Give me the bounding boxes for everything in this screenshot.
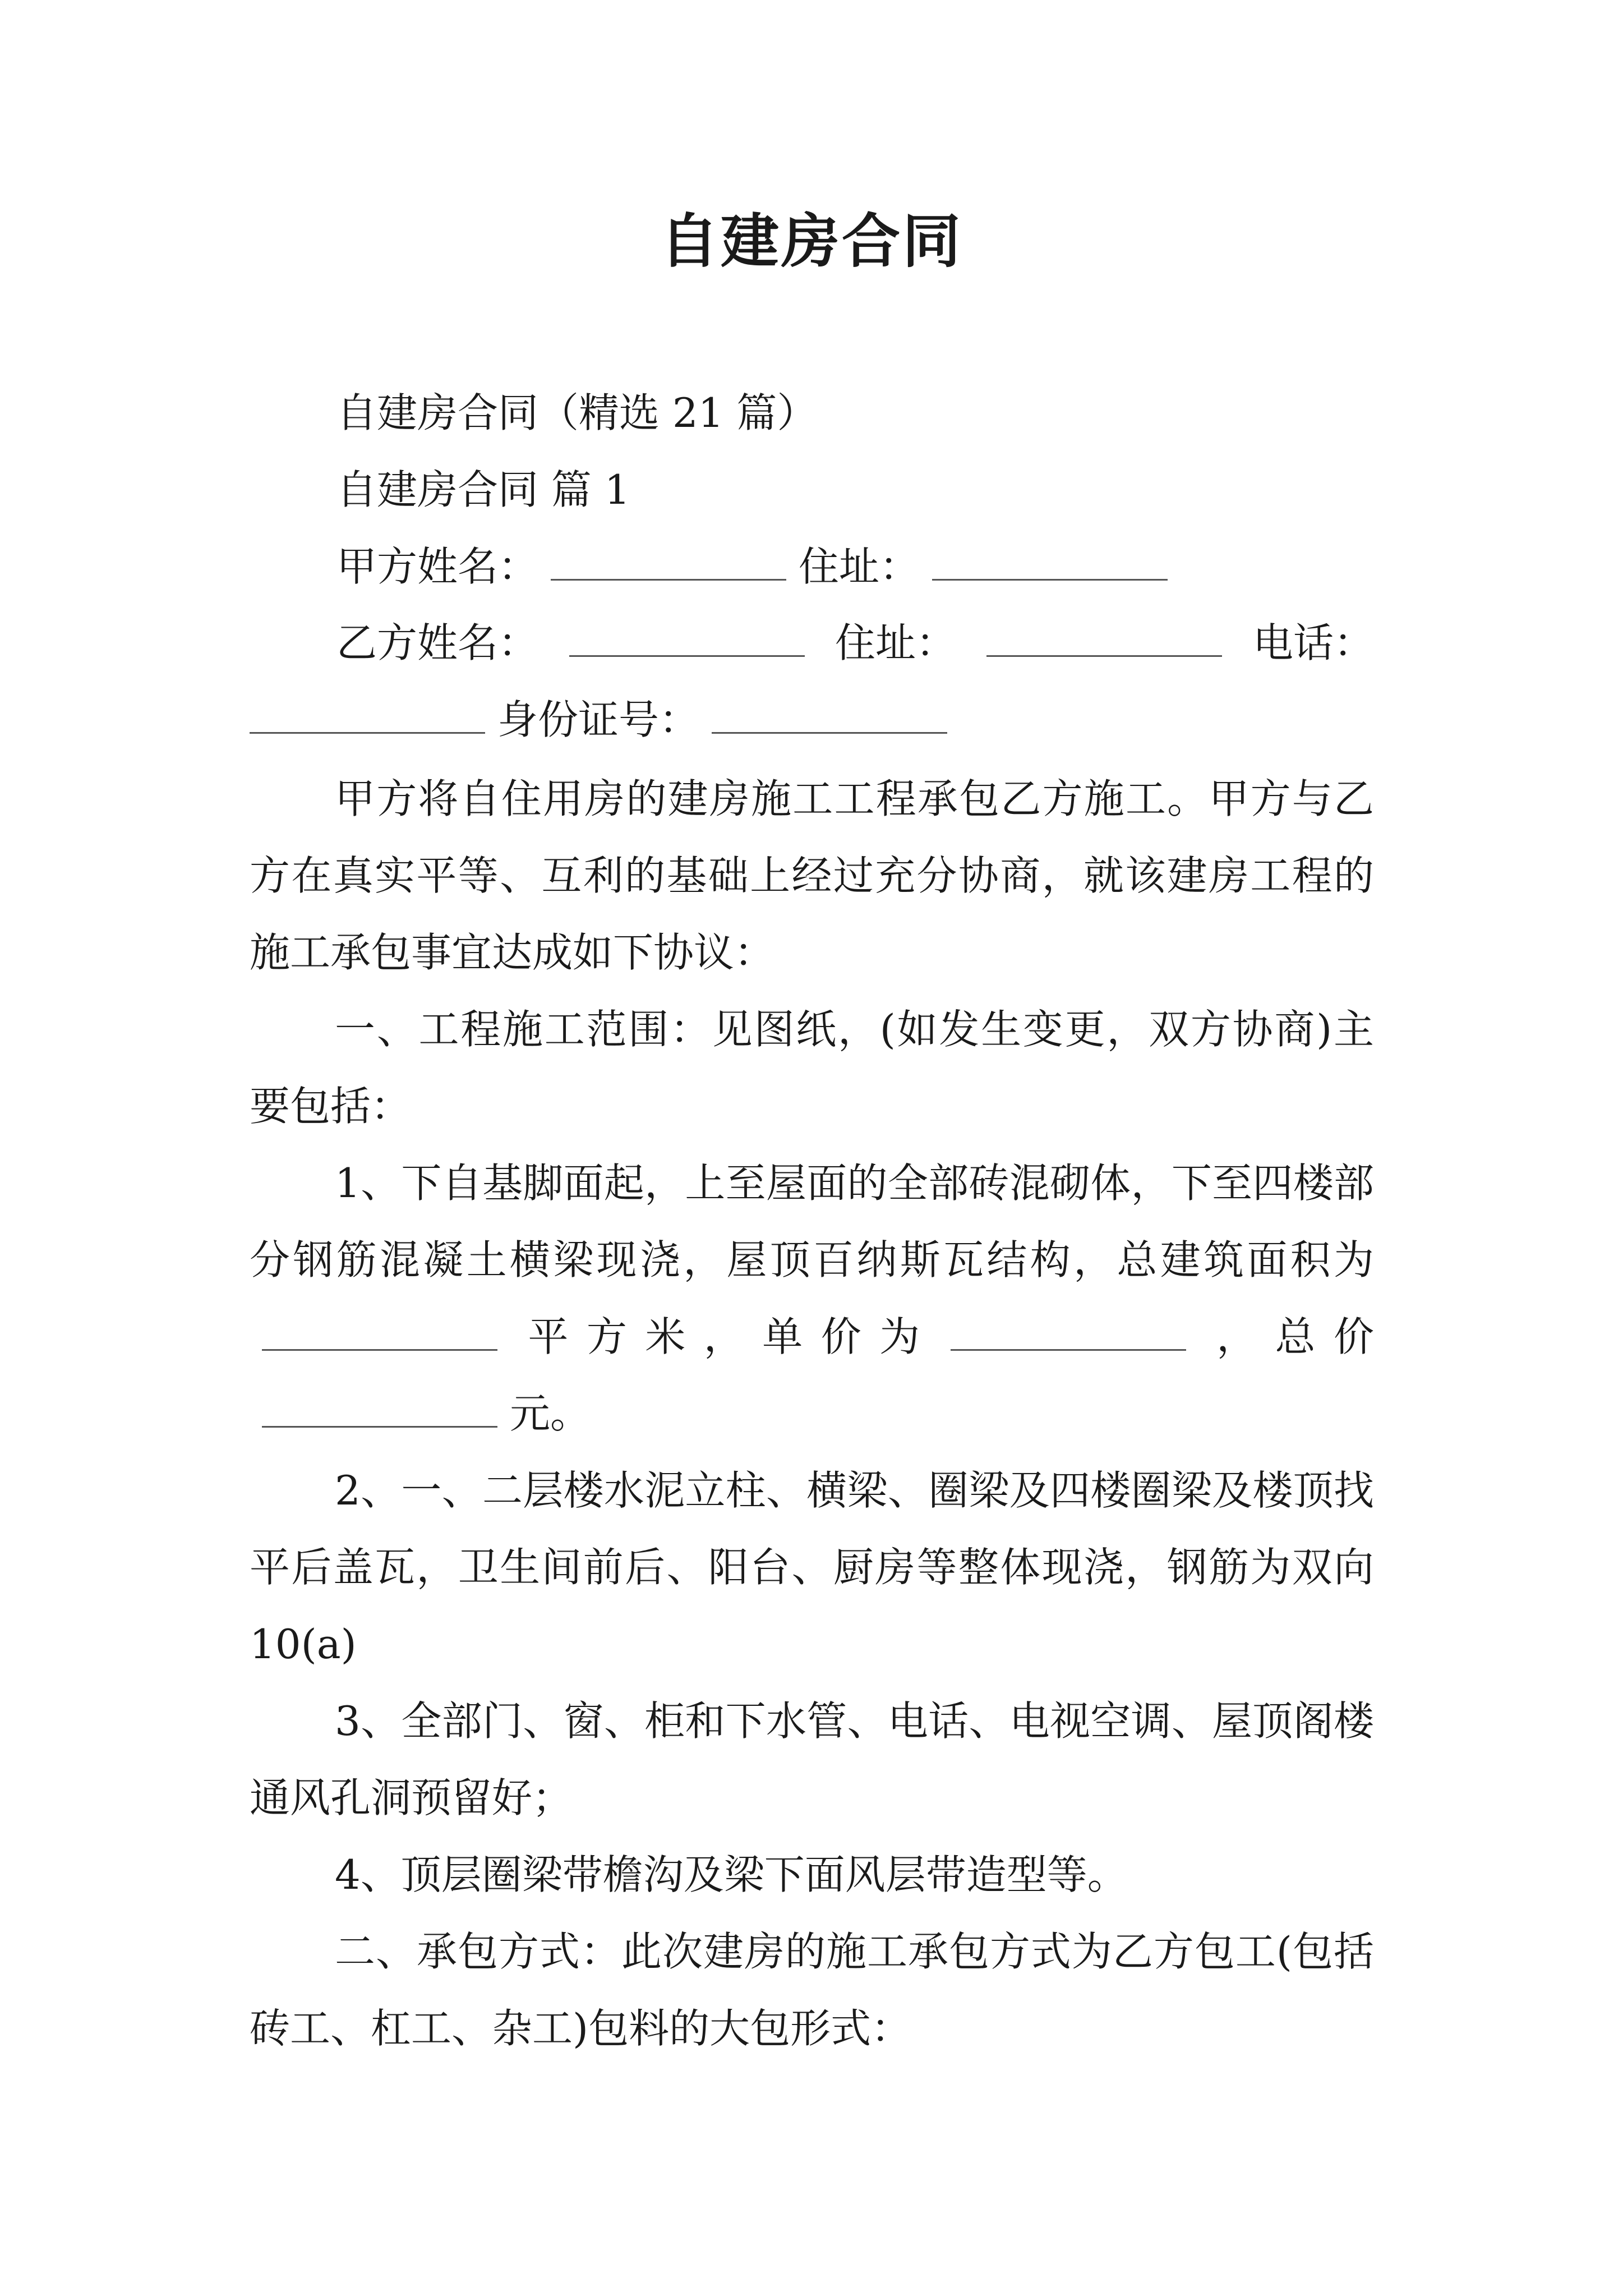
- item-1-text-c: ，总价: [1198, 1313, 1374, 1360]
- party-b-name-label: 乙方姓名：: [336, 619, 539, 666]
- section-2-paragraph: 二、承包方式：此次建房的施工承包方式为乙方包工(包括砖工、杠工、杂工)包料的大包形式：: [250, 1928, 1374, 2052]
- party-b-phone-blank: [250, 698, 485, 734]
- party-b-id-label: 身份证号：: [497, 696, 700, 743]
- party-a-address-label: 住址：: [799, 543, 920, 590]
- party-b-name-blank: [569, 622, 805, 657]
- item-1-text-a: 1、下自基脚面起，上至屋面的全部砖混砌体，下至四楼部分钢筋混凝土横梁现浇，屋顶百纳斯瓦结构，总建筑面积为: [250, 1159, 1374, 1283]
- party-a-name-blank: [551, 545, 786, 581]
- document-subtitle: 自建房合同（精选 21 篇）: [336, 389, 818, 436]
- intro-paragraph: 甲方将自住用房的建房施工工程承包乙方施工。甲方与乙方在真实平等、互利的基础上经过充分协商，就该建房工程的施工承包事宜达成如下协议：: [250, 775, 1374, 976]
- chapter-heading: 自建房合同 篇 1: [336, 466, 630, 513]
- party-b-address-label: 住址：: [834, 619, 956, 666]
- party-a-name-label: 甲方姓名：: [336, 543, 539, 590]
- item-1-paragraph: [250, 1145, 1374, 1452]
- document-title: 自建房合同: [660, 207, 963, 275]
- party-b-phone-label: 电话：: [1252, 619, 1374, 666]
- area-blank: [262, 1315, 497, 1351]
- party-b-row: [336, 616, 1374, 670]
- contract-body: [250, 761, 1374, 2067]
- item-1-text-b: 平方米，单价为: [510, 1313, 938, 1360]
- item-3-paragraph: 3、全部门、窗、柜和下水管、电话、电视空调、屋顶阁楼通风孔洞预留好；: [250, 1697, 1374, 1821]
- item-1-text-d: 元。: [510, 1390, 591, 1437]
- section-1-heading: 一、工程施工范围：见图纸，(如发生变更，双方协商)主要包括：: [250, 1006, 1374, 1130]
- item-2-paragraph: 2、一、二层楼水泥立柱、横梁、圈梁及四楼圈梁及楼顶找平后盖瓦，卫生间前后、阳台、厨房等整体现浇，钢筋为双向 10(a): [250, 1467, 1374, 1668]
- party-b-id-blank: [712, 698, 947, 734]
- total-price-blank: [262, 1392, 497, 1428]
- unit-price-blank: [951, 1315, 1186, 1351]
- party-b-id-row: [250, 693, 960, 747]
- party-a-address-blank: [932, 545, 1168, 581]
- party-b-address-blank: [986, 622, 1222, 657]
- item-4-paragraph: 4、顶层圈梁带檐沟及梁下面风层带造型等。: [335, 1851, 1128, 1898]
- party-a-row: [336, 540, 1180, 593]
